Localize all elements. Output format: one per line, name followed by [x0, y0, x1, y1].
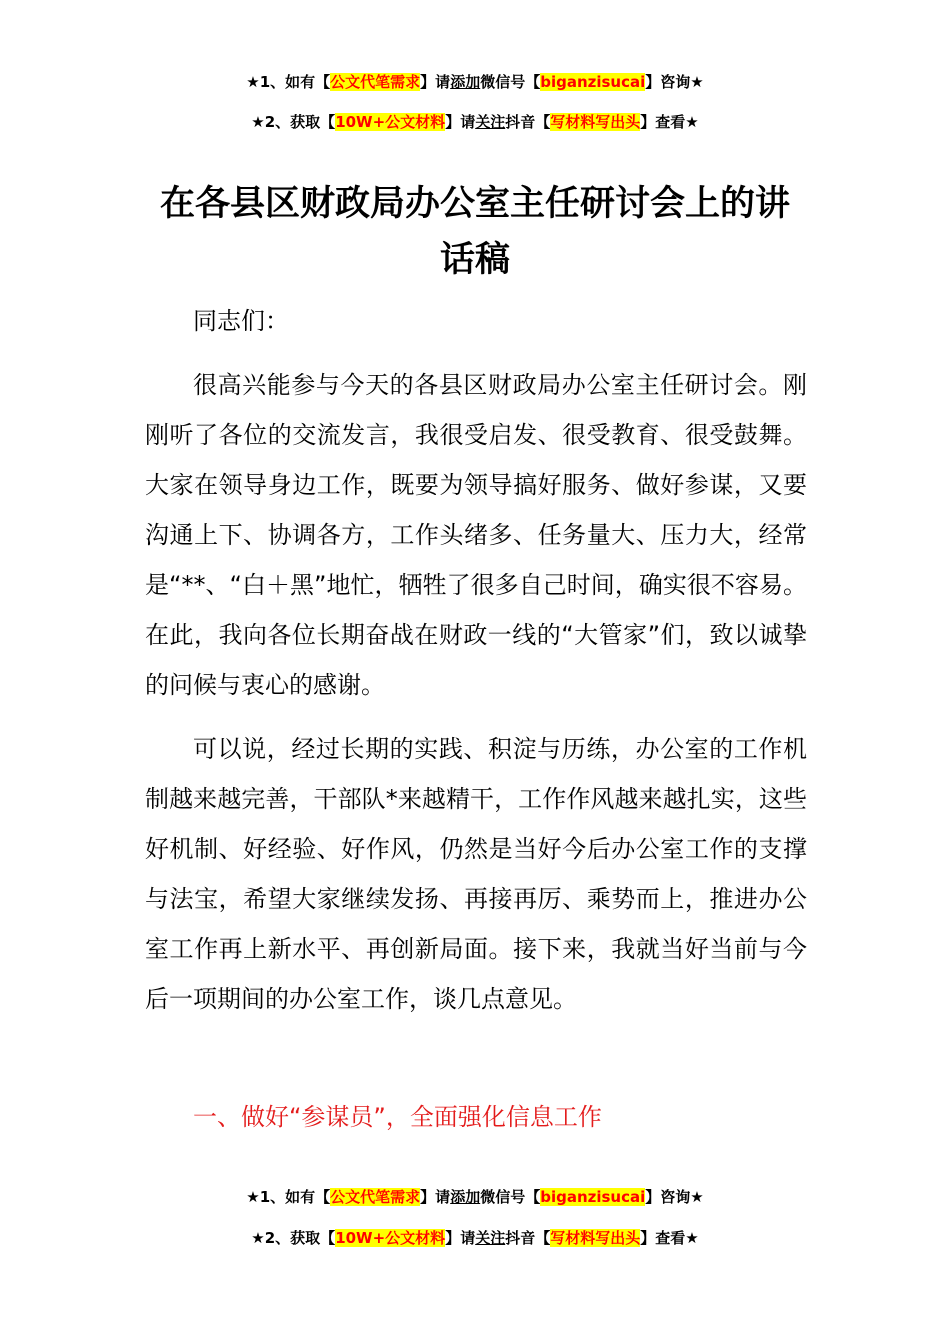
promo-text: 】咨询★ — [645, 1188, 704, 1206]
promo-text: 】请 — [445, 113, 476, 131]
promo-underlined: 添加 — [450, 73, 481, 91]
promo-text: ★1、如有【 — [246, 73, 331, 91]
promo-text: 微信号【 — [480, 73, 541, 91]
promo-line-bottom-1 — [0, 1186, 950, 1208]
promo-text: ★1、如有【 — [246, 1188, 331, 1206]
document-title: 在各县区财政局办公室主任研讨会上的讲话稿 — [159, 184, 790, 280]
promo-text: 】查看★ — [640, 1229, 699, 1247]
promo-highlight: 写材料写出头 — [550, 113, 641, 131]
promo-text: 】查看★ — [640, 113, 699, 131]
promo-highlight: biganzisucai — [540, 73, 646, 91]
promo-text: 】请 — [420, 73, 451, 91]
promo-highlight: biganzisucai — [540, 1188, 646, 1206]
promo-highlight: 10W+公文材料 — [335, 113, 446, 131]
promo-line-bottom-2 — [0, 1227, 950, 1249]
promo-underlined: 关注 — [475, 113, 506, 131]
promo-line-top-2 — [0, 111, 950, 133]
promo-text: 抖音【 — [505, 1229, 551, 1247]
promo-highlight: 写材料写出头 — [550, 1229, 641, 1247]
promo-text: 抖音【 — [505, 113, 551, 131]
promo-highlight: 公文代笔需求 — [330, 1188, 421, 1206]
promo-text: ★2、获取【 — [251, 1229, 336, 1247]
promo-text: ★2、获取【 — [251, 113, 336, 131]
paragraph-1: 很高兴能参与今天的各县区财政局办公室主任研讨会。刚刚听了各位的交流发言，我很受启发、很受教育、很受鼓舞。大家在领导身边工作，既要为领导搞好服务、做好参谋，又要沟通上下、协调各方，工作头绪多、任务量大、压力大，经常是“**、“白＋黑”地忙，牺牲了很多自己时间，确实很不容易。在此，我向各位长期奋战在财政一线的“大管家”们，致以诚挚的问候与衷心的感谢。 — [145, 371, 807, 699]
promo-highlight: 公文代笔需求 — [330, 73, 421, 91]
promo-text: 微信号【 — [480, 1188, 541, 1206]
promo-text: 】咨询★ — [645, 73, 704, 91]
paragraph-2: 可以说，经过长期的实践、积淀与历练，办公室的工作机制越来越完善，干部队*来越精干，工作作风越来越扎实，这些好机制、好经验、好作风，仍然是当好今后办公室工作的支撑与法宝，希望大家继续发扬、再接再厉、乘势而上，推进办公室工作再上新水平、再创新局面。接下来，我就当好当前与今后一项期间的办公室工作，谈几点意见。 — [145, 735, 807, 1013]
promo-text: 】请 — [420, 1188, 451, 1206]
promo-highlight: 10W+公文材料 — [335, 1229, 446, 1247]
promo-line-top-1 — [0, 71, 950, 93]
section-heading: 一、做好“参谋员”，全面强化信息工作 — [193, 1103, 602, 1131]
salutation: 同志们： — [193, 307, 289, 335]
promo-underlined: 关注 — [475, 1229, 506, 1247]
promo-text: 】请 — [445, 1229, 476, 1247]
promo-underlined: 添加 — [450, 1188, 481, 1206]
